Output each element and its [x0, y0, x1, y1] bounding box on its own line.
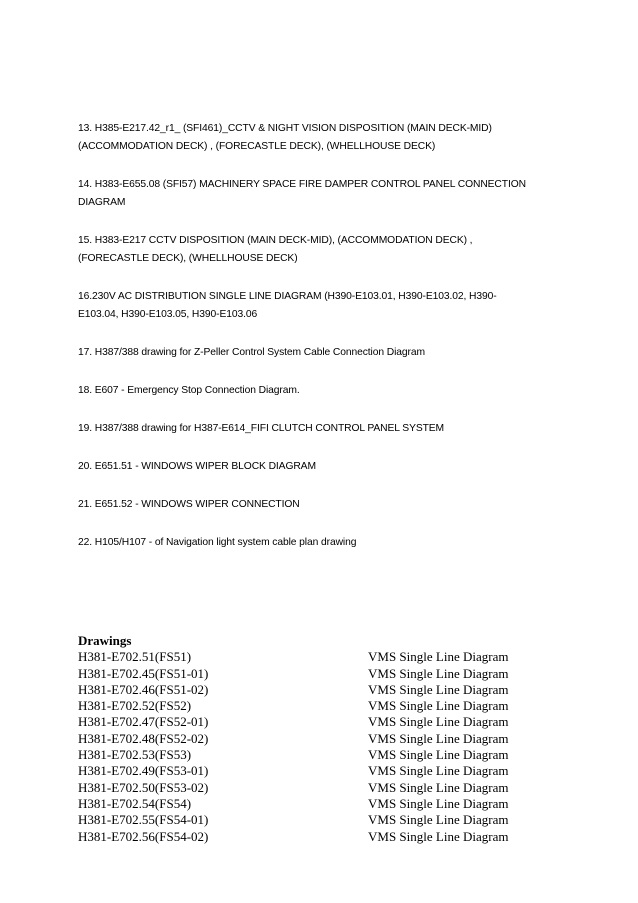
drawing-code: H381-E702.54(FS54): [78, 795, 192, 811]
list-item-line: 13. H385-E217.42_r1_ (SFI461)_CCTV & NIGHT VISION DISPOSITION (MAIN DECK-MID): [78, 123, 492, 134]
drawing-code: H381-E702.49(FS53-01): [78, 763, 209, 779]
drawing-code: H381-E702.47(FS52-01): [78, 714, 209, 730]
drawings-section: [78, 633, 558, 845]
drawing-description: VMS Single Line Diagram: [368, 828, 509, 844]
drawing-code: H381-E702.53(FS53): [78, 747, 192, 763]
drawing-code: H381-E702.48(FS52-02): [78, 730, 209, 746]
drawing-description: VMS Single Line Diagram: [368, 730, 509, 746]
drawing-description: VMS Single Line Diagram: [368, 779, 509, 795]
list-item-line: 14. H383-E655.08 (SFI57) MACHINERY SPACE FIRE DAMPER CONTROL PANEL CONNECTION: [78, 179, 526, 190]
drawing-code: H381-E702.55(FS54-01): [78, 812, 209, 828]
list-item: [78, 232, 568, 268]
list-item-line: 18. E607 - Emergency Stop Connection Diagram.: [78, 385, 300, 396]
drawing-code: H381-E702.50(FS53-02): [78, 779, 209, 795]
drawing-description: VMS Single Line Diagram: [368, 763, 509, 779]
drawing-code: H381-E702.52(FS52): [78, 698, 192, 714]
list-item-line: DIAGRAM: [78, 197, 126, 208]
list-item: [78, 344, 568, 362]
list-item-line: 20. E651.51 - WINDOWS WIPER BLOCK DIAGRAM: [78, 461, 316, 472]
drawing-description: VMS Single Line Diagram: [368, 681, 509, 697]
drawing-code: H381-E702.56(FS54-02): [78, 828, 209, 844]
list-item-line: E103.04, H390-E103.05, H390-E103.06: [78, 309, 258, 320]
list-item-line: (ACCOMMODATION DECK) , (FORECASTLE DECK), (WHELLHOUSE DECK): [78, 141, 436, 152]
drawing-row: [78, 747, 558, 763]
list-item: [78, 534, 568, 552]
drawing-code: H381-E702.45(FS51-01): [78, 665, 209, 681]
drawing-row: [78, 763, 558, 779]
list-item: [78, 458, 568, 476]
drawing-description: VMS Single Line Diagram: [368, 649, 509, 665]
drawing-row: [78, 682, 558, 698]
list-item-line: (FORECASTLE DECK), (WHELLHOUSE DECK): [78, 253, 298, 264]
drawing-row: [78, 796, 558, 812]
list-item-line: 22. H105/H107 - of Navigation light system cable plan drawing: [78, 537, 357, 548]
list-item: [78, 420, 568, 438]
list-item-line: 16.230V AC DISTRIBUTION SINGLE LINE DIAGRAM (H390-E103.01, H390-E103.02, H390-: [78, 291, 497, 302]
list-item: [78, 382, 568, 400]
drawings-title: Drawings: [78, 633, 132, 648]
drawing-code: H381-E702.51(FS51): [78, 649, 192, 665]
drawing-description: VMS Single Line Diagram: [368, 714, 509, 730]
numbered-drawing-list: [78, 120, 568, 572]
drawing-row: [78, 731, 558, 747]
list-item-line: 15. H383-E217 CCTV DISPOSITION (MAIN DECK-MID), (ACCOMMODATION DECK) ,: [78, 235, 473, 246]
list-item-line: 19. H387/388 drawing for H387-E614_FIFI CLUTCH CONTROL PANEL SYSTEM: [78, 423, 445, 434]
drawing-row: [78, 780, 558, 796]
drawing-row: [78, 714, 558, 730]
drawing-row: [78, 649, 558, 665]
drawing-row: [78, 666, 558, 682]
drawing-row: [78, 698, 558, 714]
list-item-line: 21. E651.52 - WINDOWS WIPER CONNECTION: [78, 499, 300, 510]
drawing-description: VMS Single Line Diagram: [368, 665, 509, 681]
drawing-description: VMS Single Line Diagram: [368, 795, 509, 811]
drawing-description: VMS Single Line Diagram: [368, 698, 509, 714]
drawing-row: [78, 829, 558, 845]
list-item: [78, 496, 568, 514]
list-item: [78, 120, 568, 156]
list-item: [78, 288, 568, 324]
list-item-line: 17. H387/388 drawing for Z-Peller Control System Cable Connection Diagram: [78, 347, 425, 358]
drawing-description: VMS Single Line Diagram: [368, 747, 509, 763]
drawing-row: [78, 812, 558, 828]
drawing-description: VMS Single Line Diagram: [368, 812, 509, 828]
drawing-code: H381-E702.46(FS51-02): [78, 681, 209, 697]
list-item: [78, 176, 568, 212]
